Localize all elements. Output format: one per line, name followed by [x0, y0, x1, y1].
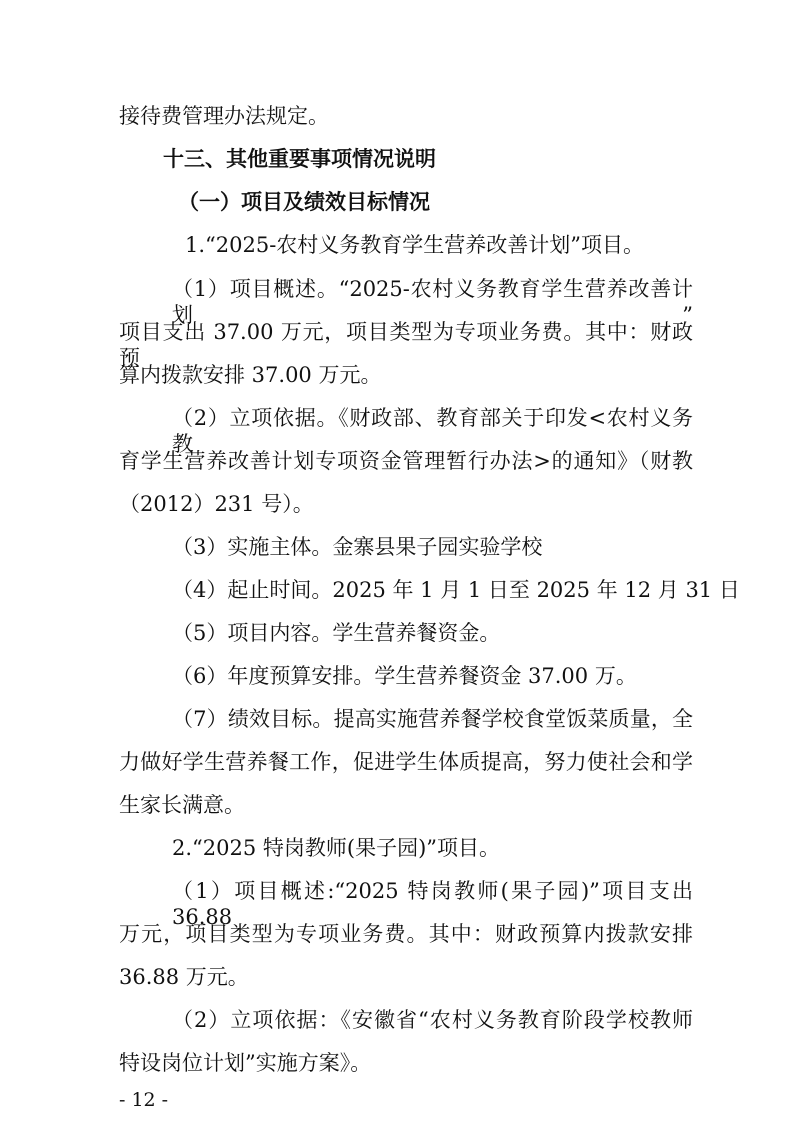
- paragraph-line: （4）起止时间。2025 年 1 月 1 日至 2025 年 12 月 31 日: [172, 578, 740, 602]
- paragraph-line: 接待费管理办法规定。: [119, 104, 329, 128]
- paragraph-line: （1）项目概述:“2025 特岗教师(果子园)”项目支出 36.88: [172, 879, 693, 929]
- paragraph-line: （3）实施主体。金寨县果子园实验学校: [172, 535, 543, 559]
- paragraph-line: 育学生营养改善计划专项资金管理暂行办法>的通知》（财教: [119, 449, 693, 473]
- section-heading: 十三、其他重要事项情况说明: [163, 147, 436, 171]
- paragraph-line: （5）项目内容。学生营养餐资金。: [172, 621, 501, 645]
- paragraph-line: 算内拨款安排 37.00 万元。: [119, 363, 382, 387]
- paragraph-line: 生家长满意。: [119, 793, 245, 817]
- subsection-heading: （一）项目及绩效目标情况: [178, 190, 430, 214]
- paragraph-line: 特设岗位计划”实施方案》。: [119, 1051, 372, 1075]
- page-number: - 12 -: [119, 1089, 169, 1111]
- paragraph-line: （2）立项依据。《财政部、教育部关于印发<农村义务教: [172, 406, 693, 456]
- item-heading: 2.“2025 特岗教师(果子园)”项目。: [172, 836, 501, 860]
- paragraph-line: （6）年度预算安排。学生营养餐资金 37.00 万。: [172, 664, 637, 688]
- item-heading: 1.“2025-农村义务教育学生营养改善计划”项目。: [185, 233, 645, 257]
- paragraph-line: （2012）231 号）。: [119, 492, 314, 516]
- paragraph-line: 项目支出 37.00 万元，项目类型为专项业务费。其中：财政预: [119, 320, 693, 370]
- paragraph-line: 36.88 万元。: [119, 965, 249, 989]
- paragraph-line: 万元，项目类型为专项业务费。其中：财政预算内拨款安排: [119, 922, 693, 946]
- paragraph-line: （7）绩效目标。提高实施营养餐学校食堂饭菜质量，全: [172, 707, 693, 731]
- paragraph-line: （2）立项依据：《安徽省“农村义务教育阶段学校教师: [172, 1008, 693, 1032]
- paragraph-line: （1）项目概述。“2025-农村义务教育学生营养改善计划”: [172, 277, 693, 327]
- paragraph-line: 力做好学生营养餐工作，促进学生体质提高，努力使社会和学: [119, 750, 693, 774]
